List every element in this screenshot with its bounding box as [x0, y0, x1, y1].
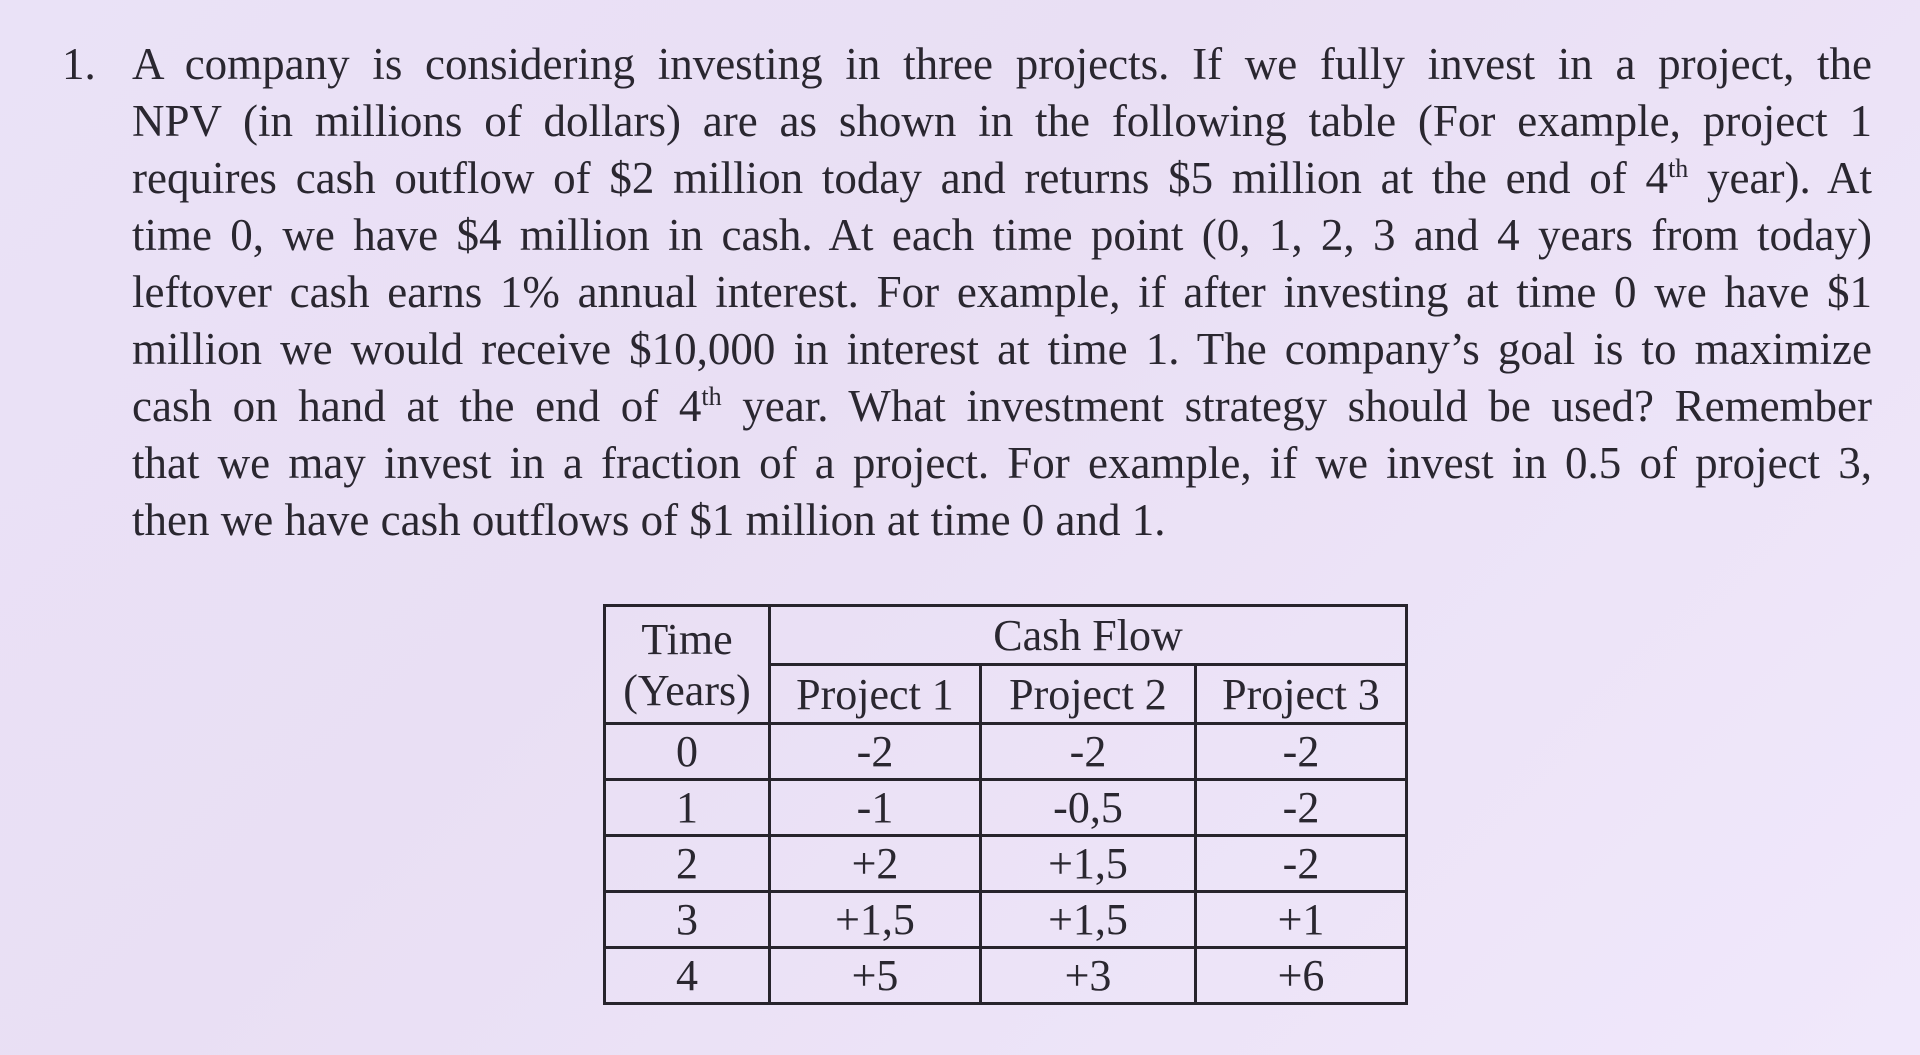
project-3-cell: -2 [1196, 780, 1407, 836]
time-cell: 4 [605, 948, 770, 1004]
ordinal-suffix: th [701, 382, 722, 411]
project-1-cell: +2 [770, 836, 981, 892]
project-2-cell: -2 [981, 724, 1196, 780]
ordinal-suffix: th [1668, 154, 1689, 183]
problem-line-6: million we would receive $10,000 in interest at time 1. The company’s goal is to maximize [132, 324, 1872, 374]
table-header-row-1 [605, 606, 1407, 665]
project-2-cell: +3 [981, 948, 1196, 1004]
project-1-header: Project 1 [770, 665, 981, 724]
project-2-header: Project 2 [981, 665, 1196, 724]
problem-line-3-tail: year). At [1688, 153, 1872, 203]
problem-line-3 [132, 150, 1872, 207]
time-cell: 3 [605, 892, 770, 948]
table-header-row-2 [605, 665, 1407, 724]
project-3-cell: -2 [1196, 836, 1407, 892]
time-header-top: Time [605, 606, 770, 665]
cash-flow-table-wrapper [603, 604, 1408, 1005]
project-1-cell: +5 [770, 948, 981, 1004]
problem-line-1: A company is considering investing in three projects. If we fully invest in a project, the [132, 39, 1872, 89]
cash-flow-header: Cash Flow [770, 606, 1407, 665]
problem-line-5: leftover cash earns 1% annual interest. For example, if after investing at time 0 we have $1 [132, 267, 1872, 317]
problem-line-3-text: requires cash outflow of $2 million today and returns $5 million at the end of 4 [132, 153, 1669, 203]
project-2-cell: -0,5 [981, 780, 1196, 836]
cash-flow-table [603, 604, 1408, 1005]
problem-line-7-tail: year. What investment strategy should be used? Remember [721, 381, 1873, 431]
time-cell: 0 [605, 724, 770, 780]
problem-number: 1. [62, 39, 96, 89]
project-3-header: Project 3 [1196, 665, 1407, 724]
project-2-cell: +1,5 [981, 892, 1196, 948]
problem-text [132, 36, 1882, 549]
table-row [605, 948, 1407, 1004]
project-2-cell: +1,5 [981, 836, 1196, 892]
project-1-cell: +1,5 [770, 892, 981, 948]
project-1-cell: -1 [770, 780, 981, 836]
problem-line-8: that we may invest in a fraction of a project. For example, if we invest in 0.5 of project 3, [132, 438, 1872, 488]
problem-line-2: NPV (in millions of dollars) are as shown in the following table (For example, project 1 [132, 96, 1872, 146]
problem-line-7-text: cash on hand at the end of 4 [132, 381, 702, 431]
problem-line-7 [132, 378, 1872, 435]
table-row [605, 836, 1407, 892]
problem-line-4: time 0, we have $4 million in cash. At each time point (0, 1, 2, 3 and 4 years from today) [132, 210, 1872, 260]
time-cell: 2 [605, 836, 770, 892]
table-row [605, 724, 1407, 780]
table-row [605, 780, 1407, 836]
project-3-cell: +6 [1196, 948, 1407, 1004]
table-row [605, 892, 1407, 948]
problem-line-9: then we have cash outflows of $1 million at time 0 and 1. [132, 495, 1166, 545]
time-header-bottom: (Years) [605, 665, 770, 724]
project-1-cell: -2 [770, 724, 981, 780]
problem-statement [62, 36, 1882, 549]
time-cell: 1 [605, 780, 770, 836]
project-3-cell: -2 [1196, 724, 1407, 780]
project-3-cell: +1 [1196, 892, 1407, 948]
